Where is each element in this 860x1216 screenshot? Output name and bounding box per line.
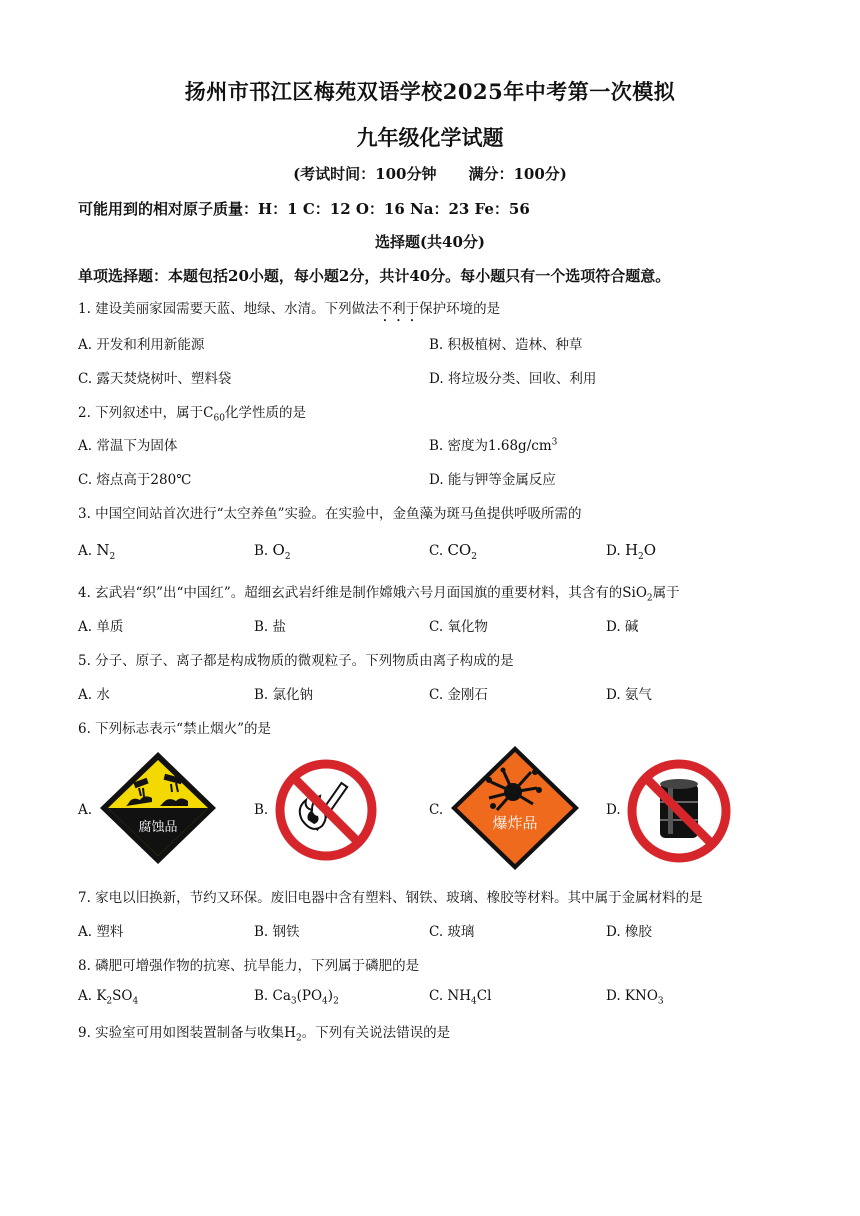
no-barrel-sign bbox=[626, 758, 732, 864]
q1-stem-post: 保护环境的是 bbox=[419, 301, 501, 317]
q9-stem-pre: 9. 实验室可用如图装置制备与收集H bbox=[78, 1025, 296, 1041]
q5-option-c: C. 金刚石 bbox=[429, 687, 488, 703]
q3-option-a bbox=[78, 541, 115, 562]
q3-option-d bbox=[606, 541, 656, 562]
question-5-stem: 5. 分子、原子、离子都是构成物质的微观粒子。下列物质由离子构成的是 bbox=[78, 653, 514, 669]
q1-option-c: C. 露天焚烧树叶、塑料袋 bbox=[78, 371, 232, 387]
q7-option-d: D. 橡胶 bbox=[606, 924, 652, 940]
q3-b-formula: $O_2$ bbox=[272, 541, 291, 562]
q6-option-b-label: B. bbox=[254, 802, 269, 818]
q6-option-a-label: A. bbox=[78, 802, 93, 818]
q3-d-formula: $H_2O$ bbox=[624, 541, 657, 562]
q2-option-b bbox=[429, 434, 557, 454]
q7-option-c: C. 玻璃 bbox=[429, 924, 475, 940]
q7-option-a: A. 塑料 bbox=[78, 924, 124, 940]
q1-stem-pre: 1. 建设美丽家园需要天蓝、地绿、水清。下列做法 bbox=[78, 301, 379, 317]
q3-b-label: B. bbox=[254, 543, 269, 559]
exam-time: (考试时间：100分钟 bbox=[293, 165, 437, 183]
question-1-stem bbox=[78, 297, 500, 325]
q2-stem-pre: 2. 下列叙述中，属于C bbox=[78, 405, 214, 421]
question-4-stem bbox=[78, 581, 680, 604]
q8-option-c: C. $NH_4Cl$ bbox=[429, 988, 492, 1007]
section-heading: 选择题(共40分) bbox=[374, 233, 486, 251]
q1-option-d: D. 将垃圾分类、回收、利用 bbox=[429, 371, 597, 387]
q2-b-text: B. 密度为1.68g/cm bbox=[429, 438, 552, 454]
q5-option-a: A. 水 bbox=[78, 687, 110, 703]
q4-sub: 2 bbox=[646, 593, 653, 604]
q1-option-b: B. 积极植树、造林、种草 bbox=[429, 337, 583, 353]
question-8-stem: 8. 磷肥可增强作物的抗寒、抗旱能力，下列属于磷肥的是 bbox=[78, 958, 420, 974]
q5-option-b: B. 氯化钠 bbox=[254, 687, 314, 703]
q4-stem-pre: 4. 玄武岩“织”出“中国红”。超细玄武岩纤维是制作嫦娥六号月面国旗的重要材料，其含有的SiO bbox=[78, 585, 647, 601]
q4-option-b: B. 盐 bbox=[254, 619, 287, 635]
q2-stem-post: 化学性质的是 bbox=[224, 405, 306, 421]
q7-option-b: B. 钢铁 bbox=[254, 924, 300, 940]
q8-option-d: D. $KNO_3$ bbox=[606, 988, 664, 1007]
exam-subtitle: 九年级化学试题 bbox=[356, 125, 504, 150]
q3-option-b bbox=[254, 541, 291, 562]
question-6-stem: 6. 下列标志表示“禁止烟火”的是 bbox=[78, 721, 271, 737]
q3-c-label: C. bbox=[429, 543, 444, 559]
q5-option-d: D. 氨气 bbox=[606, 687, 652, 703]
q1-option-a: A. 开发和利用新能源 bbox=[78, 337, 205, 353]
q2-b-sup: 3 bbox=[551, 437, 558, 448]
q2-sub: 60 bbox=[213, 413, 225, 424]
full-score: 满分：100分) bbox=[468, 165, 567, 183]
q2-option-c: C. 熔点高于280℃ bbox=[78, 472, 192, 488]
exam-title: 扬州市邗江区梅苑双语学校2025年中考第一次模拟 bbox=[184, 79, 676, 104]
q6-option-d-label: D. bbox=[606, 802, 621, 818]
q3-a-label: A. bbox=[78, 543, 93, 559]
q9-sub: 2 bbox=[295, 1033, 302, 1044]
q4-option-c: C. 氧化物 bbox=[429, 619, 488, 635]
q4-option-d: D. 碱 bbox=[606, 619, 639, 635]
corrosive-label: 腐蚀品 bbox=[138, 820, 178, 835]
question-9-stem bbox=[78, 1021, 450, 1044]
section-instructions: 单项选择题：本题包括20小题，每小题2分，共计40分。每小题只有一个选项符合题意。 bbox=[78, 267, 671, 285]
q9-stem-post: 。下列有关说法错误的是 bbox=[301, 1025, 451, 1041]
explosive-sign bbox=[449, 744, 581, 872]
q2-option-d: D. 能与钾等金属反应 bbox=[429, 472, 556, 488]
corrosive-sign bbox=[98, 750, 218, 866]
exam-info bbox=[0, 163, 860, 184]
q1-emphasis: 不利于 bbox=[378, 301, 420, 317]
q8-option-b: B. $Ca_3(PO_4)_2$ bbox=[254, 988, 339, 1007]
atomic-mass-line: 可能用到的相对原子质量：H：1 C：12 O：16 Na：23 Fe：56 bbox=[78, 200, 530, 218]
q3-d-label: D. bbox=[606, 543, 621, 559]
q4-stem-post: 属于 bbox=[652, 585, 680, 601]
explosive-label: 爆炸品 bbox=[492, 814, 538, 832]
q3-c-formula: $CO_2$ bbox=[447, 541, 477, 562]
q2-option-a: A. 常温下为固体 bbox=[78, 438, 178, 454]
no-fire-sign bbox=[274, 758, 378, 862]
q6-option-c-label: C. bbox=[429, 802, 444, 818]
q8-option-a: A. $K_2SO_4$ bbox=[78, 988, 139, 1007]
question-2-stem bbox=[78, 401, 306, 424]
question-7-stem: 7. 家电以旧换新，节约又环保。废旧电器中含有塑料、钢铁、玻璃、橡胶等材料。其中属于金属材料的是 bbox=[78, 890, 703, 906]
question-3-stem: 3. 中国空间站首次进行“太空养鱼”实验。在实验中，金鱼藻为斑马鱼提供呼吸所需的 bbox=[78, 506, 582, 522]
q4-option-a: A. 单质 bbox=[78, 619, 124, 635]
q3-a-formula: $N_2$ bbox=[96, 541, 116, 562]
q3-option-c bbox=[429, 541, 477, 562]
